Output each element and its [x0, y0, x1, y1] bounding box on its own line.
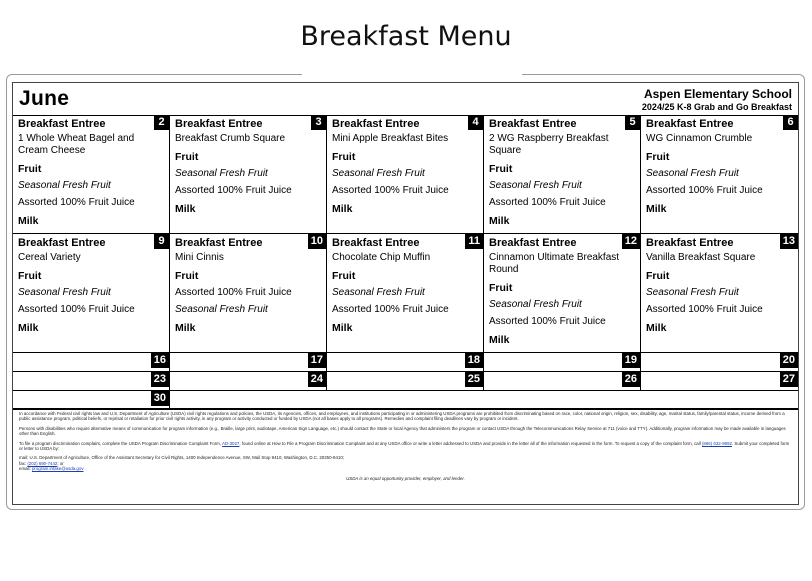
day-cell [484, 372, 641, 390]
nondiscrimination-footer [13, 408, 798, 504]
menu-header [13, 83, 798, 116]
footer-equal-opportunity: USDA is an equal opportunity provider, employer, and lender. [346, 475, 465, 481]
day-menu [332, 117, 465, 215]
day-number: 23 [151, 372, 169, 387]
entree-item: Mini Cinnis [175, 252, 224, 263]
day-number: 26 [622, 372, 640, 387]
school-name: Aspen Elementary School [643, 87, 792, 101]
day-number: 24 [308, 372, 326, 387]
day-cell [13, 353, 170, 371]
milk-label: Milk [175, 203, 196, 215]
entree-item: WG Cinnamon Crumble [646, 133, 753, 144]
calendar-grid [13, 115, 798, 410]
fruit-item: Seasonal Fresh Fruit [175, 168, 268, 179]
day-number: 10 [308, 234, 326, 249]
juice-item: Assorted 100% Fruit Juice [175, 185, 292, 196]
fruit-heading: Fruit [18, 163, 42, 175]
day-number: 6 [783, 115, 798, 130]
juice-item: Assorted 100% Fruit Juice [489, 316, 606, 327]
entree-heading: Breakfast Entree [332, 118, 420, 130]
entree-heading: Breakfast Entree [18, 118, 106, 130]
day-cell [13, 234, 170, 352]
day-cell [484, 353, 641, 371]
day-cell [13, 115, 170, 233]
fruit-item: Seasonal Fresh Fruit [175, 304, 268, 315]
fruit-item: Seasonal Fresh Fruit [646, 287, 739, 298]
day-menu [18, 117, 151, 227]
fruit-item: Seasonal Fresh Fruit [646, 168, 739, 179]
milk-label: Milk [646, 322, 667, 334]
footer-paragraph-disabilities: Persons with disabilities who require alternative means of communication for program information (e.g., Braille, large print, audiotape, American Sign Language, etc.) should contact the State or local Agency that administers the program or contact USDA through the Telecommunications Relay Service at 711 (voice and TTY). Additionally, program information may be made available in languages other than English. [19, 425, 786, 437]
week-row [13, 115, 798, 234]
day-number: 20 [780, 353, 798, 368]
entree-item: 1 Whole Wheat Bagel and Cream Cheese [18, 133, 135, 156]
entree-item: Vanilla Breakfast Square [646, 252, 756, 263]
day-menu [646, 117, 780, 215]
footer-complaint-text-c: . Submit your completed form or letter to USDA by: [19, 440, 790, 452]
day-menu [175, 236, 308, 334]
juice-item: Assorted 100% Fruit Juice [332, 304, 449, 315]
fruit-item: Seasonal Fresh Fruit [489, 299, 582, 310]
day-number: 17 [308, 353, 326, 368]
juice-item: Assorted 100% Fruit Juice [646, 185, 763, 196]
entree-heading: Breakfast Entree [332, 237, 420, 249]
day-number: 16 [151, 353, 169, 368]
fruit-item: Seasonal Fresh Fruit [18, 180, 111, 191]
day-number: 27 [780, 372, 798, 387]
day-number: 3 [311, 115, 326, 130]
entree-heading: Breakfast Entree [175, 237, 263, 249]
juice-item: Assorted 100% Fruit Juice [646, 304, 763, 315]
day-cell [641, 234, 798, 352]
milk-label: Milk [332, 322, 353, 334]
day-cell [641, 372, 798, 390]
fax-link[interactable]: (202) 690-7442 [27, 460, 58, 466]
day-cell [170, 115, 327, 233]
milk-label: Milk [332, 203, 353, 215]
milk-label: Milk [489, 334, 510, 346]
fruit-heading: Fruit [18, 270, 42, 282]
entree-item: Mini Apple Breakfast Bites [332, 133, 449, 144]
footer-complaint-text-b: , found online at How to File a Program Discrimination Complaint and at any USDA office or write a letter addressed to USDA and provide in the letter all of the information requested in the form. To request a copy of the complaint form, call [239, 440, 701, 446]
menu-sheet [12, 82, 799, 505]
fruit-item: Seasonal Fresh Fruit [489, 180, 582, 191]
entree-heading: Breakfast Entree [175, 118, 263, 130]
footer-fax-label: fax: [19, 460, 27, 466]
entree-item: Cereal Variety [18, 252, 81, 263]
milk-label: Milk [489, 215, 510, 227]
day-cell [484, 115, 641, 233]
day-number: 9 [154, 234, 169, 249]
day-menu [489, 117, 622, 227]
fruit-heading: Fruit [646, 151, 670, 163]
fruit-heading: Fruit [489, 163, 513, 175]
day-menu [332, 236, 465, 334]
juice-item: Assorted 100% Fruit Juice [175, 287, 292, 298]
day-cell [327, 353, 484, 371]
fruit-heading: Fruit [332, 151, 356, 163]
month-title: June [19, 87, 70, 110]
day-number: 5 [625, 115, 640, 130]
fruit-item: Seasonal Fresh Fruit [332, 168, 425, 179]
day-menu [489, 236, 622, 346]
day-cell [641, 115, 798, 233]
menu-document [6, 74, 805, 510]
day-number: 30 [151, 391, 169, 406]
entree-item: Chocolate Chip Muffin [332, 252, 431, 263]
day-number: 19 [622, 353, 640, 368]
footer-email-label: email: [19, 466, 31, 472]
day-cell [170, 372, 327, 390]
day-number: 2 [154, 115, 169, 130]
fruit-item: Seasonal Fresh Fruit [332, 287, 425, 298]
milk-label: Milk [175, 322, 196, 334]
menu-subtitle: 2024/25 K-8 Grab and Go Breakfast [641, 102, 792, 112]
fruit-heading: Fruit [175, 151, 199, 163]
day-number: 12 [622, 234, 640, 249]
day-number: 4 [468, 115, 483, 130]
day-menu [175, 117, 308, 215]
day-cell [13, 391, 170, 409]
phone-link[interactable]: (866) 632-9992 [701, 440, 732, 446]
milk-label: Milk [646, 203, 667, 215]
footer-paragraph-contact [19, 455, 792, 471]
day-number: 13 [780, 234, 798, 249]
day-cell [327, 372, 484, 390]
entree-item: 2 WG Raspberry Breakfast Square [489, 133, 609, 156]
fruit-heading: Fruit [332, 270, 356, 282]
entree-item: Cinnamon Ultimate Breakfast Round [489, 252, 620, 275]
day-cell [641, 353, 798, 371]
day-menu [18, 236, 151, 334]
email-link[interactable]: program.intake@usda.gov [31, 466, 84, 472]
fruit-heading: Fruit [646, 270, 670, 282]
frame-gap [302, 73, 522, 77]
footer-mail: mail: U.S. Department of Agriculture, Office of the Assistant Secretary for Civil Rights, 1400 Independence Avenue, SW, Mail Stop 9410, Washington, D.C. 20250-9410; [19, 455, 344, 461]
footer-complaint-text-a: To file a program discrimination complaint, complete the USDA Program Discrimination Complaint Form, [19, 440, 222, 446]
week-row [13, 234, 798, 353]
entree-heading: Breakfast Entree [646, 237, 734, 249]
juice-item: Assorted 100% Fruit Juice [18, 304, 135, 315]
week-row [13, 372, 798, 391]
juice-item: Assorted 100% Fruit Juice [18, 197, 135, 208]
page-title: Breakfast Menu [300, 21, 512, 52]
footer-paragraph-complaint [19, 441, 792, 452]
complaint-form-link[interactable]: AD-3027 [222, 440, 240, 446]
day-menu [646, 236, 780, 334]
day-cell [170, 234, 327, 352]
fruit-heading: Fruit [175, 270, 199, 282]
fruit-item: Seasonal Fresh Fruit [18, 287, 111, 298]
footer-paragraph-civil-rights: In accordance with Federal civil rights law and U.S. Department of Agriculture (USDA) civil rights regulations and policies, the USDA, its Agencies, offices, and employees, and institutions participating in or administering USDA programs are prohibited from discriminating based on race, color, national origin, religion, sex, disability, age, marital status, family/parental status, income derived from a public assistance program, political beliefs, or reprisal or retaliation for prior civil rights activity, in any program or activity conducted or funded by USDA (not all bases apply to all programs). Remedies and complaint filing deadlines vary by program or incident. [19, 411, 785, 422]
day-cell [13, 372, 170, 390]
entree-heading: Breakfast Entree [18, 237, 106, 249]
day-number: 25 [465, 372, 483, 387]
milk-label: Milk [18, 215, 39, 227]
juice-item: Assorted 100% Fruit Juice [489, 197, 606, 208]
milk-label: Milk [18, 322, 39, 334]
entree-heading: Breakfast Entree [489, 118, 577, 130]
day-number: 18 [465, 353, 483, 368]
day-number: 11 [465, 234, 483, 249]
entree-heading: Breakfast Entree [489, 237, 577, 249]
footer-fax-or: ; or [57, 460, 64, 466]
day-cell [327, 234, 484, 352]
fruit-heading: Fruit [489, 282, 513, 294]
day-cell [170, 353, 327, 371]
day-cell [484, 234, 641, 352]
juice-item: Assorted 100% Fruit Juice [332, 185, 449, 196]
entree-heading: Breakfast Entree [646, 118, 734, 130]
day-cell [327, 115, 484, 233]
week-row [13, 353, 798, 372]
entree-item: Breakfast Crumb Square [175, 133, 286, 144]
